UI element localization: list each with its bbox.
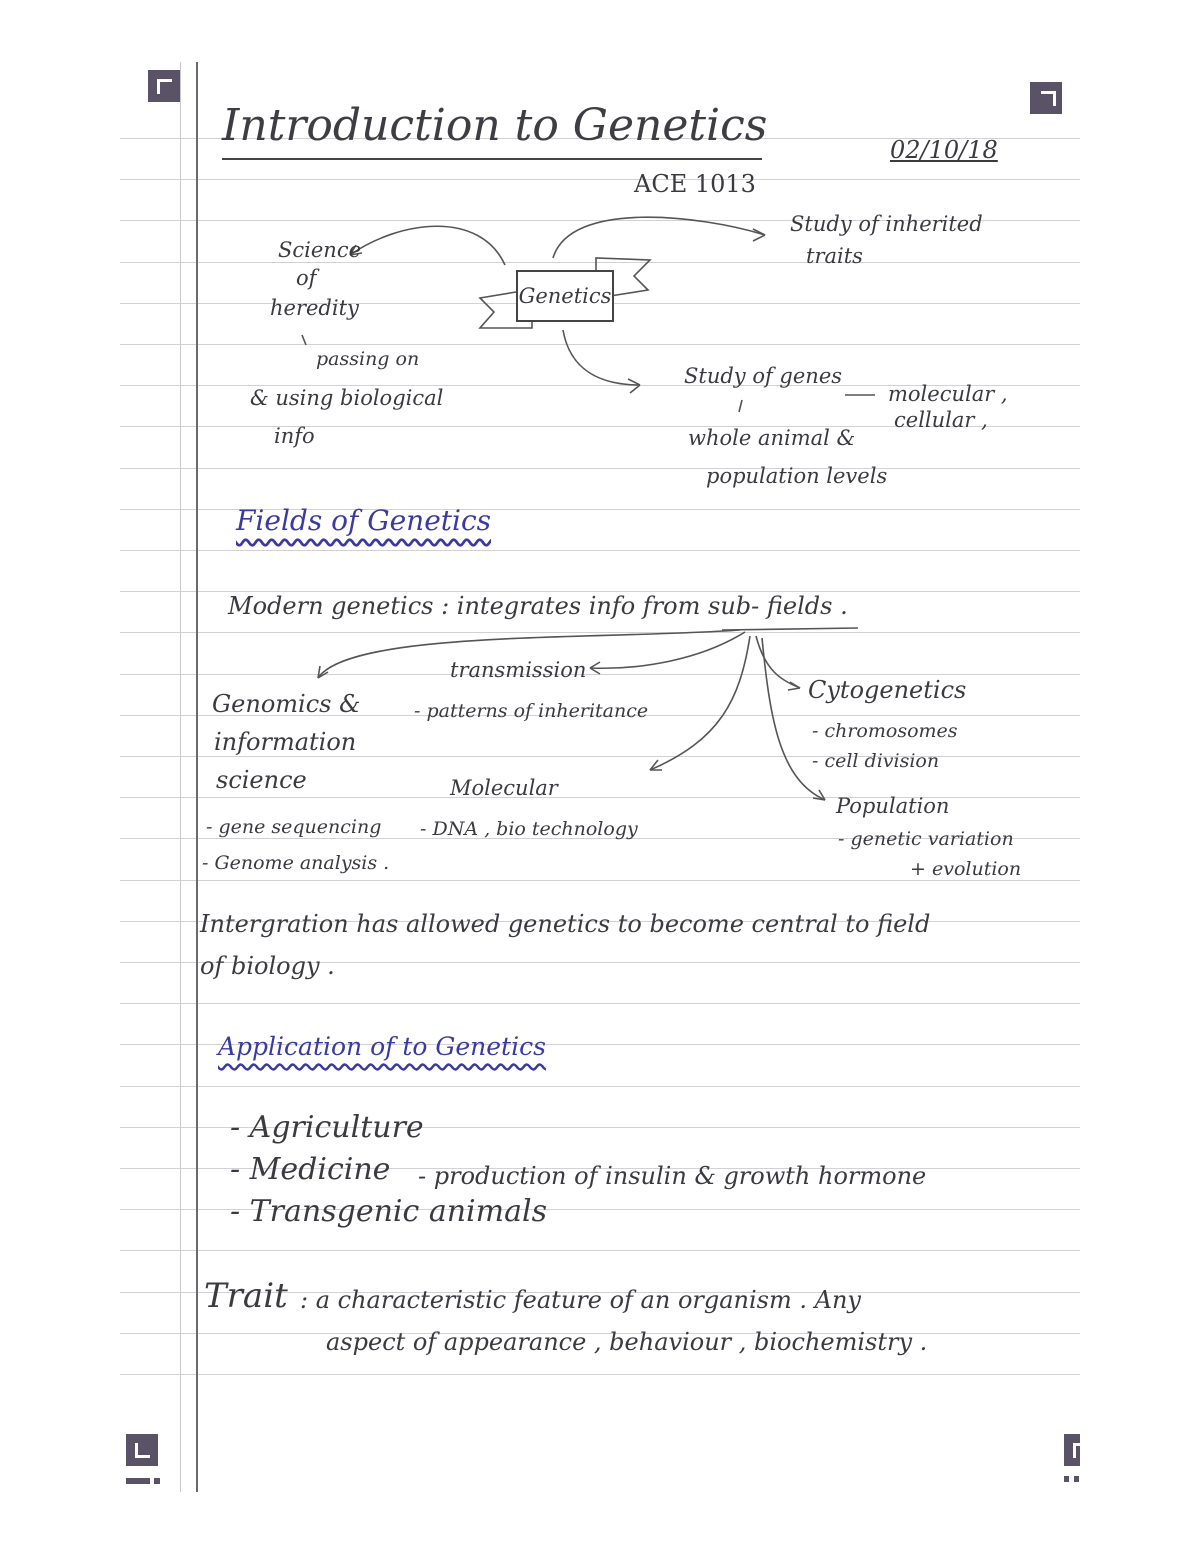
application-transgenic: - Transgenic animals — [230, 1194, 547, 1229]
transmission-detail: - patterns of inheritance — [414, 700, 649, 722]
science-of-heredity-line1: Science — [278, 238, 362, 262]
cell-division: - cell division — [812, 750, 940, 772]
passing-on: passing on — [316, 348, 420, 370]
medicine-detail: - production of insulin & growth hormone — [418, 1162, 927, 1190]
evolution: + evolution — [910, 858, 1022, 880]
transmission-label: transmission — [450, 658, 587, 682]
genetic-variation: - genetic variation — [838, 828, 1014, 850]
genome-analysis: - Genome analysis . — [202, 852, 390, 874]
molecular-detail: - DNA , bio technology — [420, 818, 638, 840]
genomics-line3: science — [216, 766, 307, 794]
page-title: Introduction to Genetics — [222, 100, 768, 151]
gene-sequencing: - gene sequencing — [206, 816, 382, 838]
using-biological: & using biological — [250, 386, 444, 410]
science-of-heredity-line3: heredity — [270, 296, 359, 320]
trait-definition-line2: aspect of appearance , behaviour , biochemistry . — [326, 1328, 928, 1356]
application-agriculture: - Agriculture — [230, 1110, 424, 1145]
integration-line1: Intergration has allowed genetics to become central to field — [200, 910, 931, 938]
molecular-level: molecular , — [888, 382, 1008, 406]
genetics-center-box: Genetics — [516, 270, 614, 322]
population-levels: population levels — [706, 464, 888, 488]
inherited-traits-line1: Study of inherited — [790, 212, 983, 236]
modern-genetics-intro: Modern genetics : integrates info from sub- fields . — [228, 592, 848, 620]
applications-heading: Application of to Genetics — [218, 1032, 546, 1061]
cytogenetics-label: Cytogenetics — [808, 676, 967, 704]
date: 02/10/18 — [890, 136, 998, 164]
application-medicine: - Medicine — [230, 1152, 391, 1187]
trait-term: Trait — [204, 1276, 288, 1316]
science-of-heredity-line2: of — [296, 266, 317, 290]
genomics-line1: Genomics & — [212, 690, 361, 718]
study-of-genes: Study of genes — [684, 364, 843, 388]
chromosomes: - chromosomes — [812, 720, 958, 742]
fields-heading: Fields of Genetics — [236, 504, 492, 537]
info: info — [274, 424, 315, 448]
whole-animal: whole animal & — [688, 426, 856, 450]
course-code: ACE 1013 — [634, 170, 756, 198]
trait-definition-line1: : a characteristic feature of an organism . Any — [300, 1286, 861, 1314]
molecular-label: Molecular — [450, 776, 558, 800]
population-label: Population — [836, 794, 950, 818]
inherited-traits-line2: traits — [806, 244, 863, 268]
cellular-level: cellular , — [894, 408, 988, 432]
genomics-line2: information — [214, 728, 357, 756]
integration-line2: of biology . — [200, 952, 335, 980]
